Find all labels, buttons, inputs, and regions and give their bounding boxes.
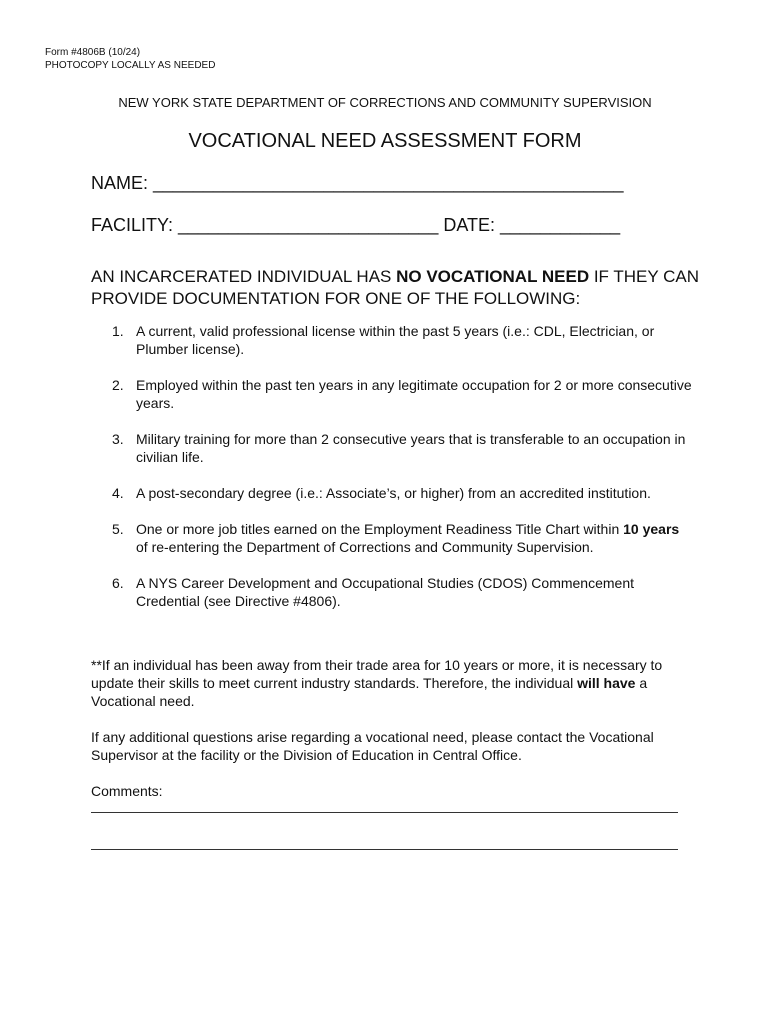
item-text-post: of re-entering the Department of Corrections and Community Supervision. bbox=[136, 539, 594, 555]
date-blank[interactable]: ____________ bbox=[500, 215, 621, 235]
name-blank[interactable]: _______________________________________________ bbox=[153, 173, 624, 193]
item-text: A current, valid professional license within the past 5 years (i.e.: CDL, Electrician, or Plumber license). bbox=[136, 323, 655, 357]
comments-line-2[interactable] bbox=[91, 849, 678, 850]
list-item bbox=[112, 520, 692, 556]
contact-paragraph: If any additional questions arise regarding a vocational need, please contact the Vocational Supervisor at the facility or the Division of Education in Central Office. bbox=[91, 729, 654, 763]
item-number: 1. bbox=[112, 323, 124, 339]
date-label: DATE: bbox=[443, 215, 496, 235]
list-item bbox=[112, 322, 692, 358]
note-part1: **If an individual has been away from their trade area for 10 years or more, it is necessary to update their skills to meet current industry standards. Therefore, the individual bbox=[91, 657, 663, 691]
facility-label: FACILITY: bbox=[91, 215, 174, 235]
criteria-list bbox=[112, 322, 692, 628]
form-number: Form #4806B (10/24) bbox=[45, 47, 141, 58]
photocopy-note: PHOTOCOPY LOCALLY AS NEEDED bbox=[45, 60, 216, 71]
note-part2: a Vocational need. bbox=[91, 675, 648, 709]
form-title: VOCATIONAL NEED ASSESSMENT FORM bbox=[188, 130, 582, 152]
note-bold: will have bbox=[577, 675, 636, 691]
list-item bbox=[112, 430, 692, 466]
list-item bbox=[112, 484, 692, 502]
intro-part1: AN INCARCERATED INDIVIDUAL HAS bbox=[91, 267, 397, 286]
comments-label: Comments: bbox=[91, 783, 163, 799]
facility-blank[interactable]: __________________________ bbox=[178, 215, 439, 235]
item-number: 6. bbox=[112, 575, 124, 591]
department-name: NEW YORK STATE DEPARTMENT OF CORRECTIONS AND COMMUNITY SUPERVISION bbox=[118, 95, 652, 110]
item-text: A post-secondary degree (i.e.: Associate’s, or higher) from an accredited institution. bbox=[136, 485, 651, 501]
item-number: 2. bbox=[112, 377, 124, 393]
intro-bold: NO VOCATIONAL NEED bbox=[396, 267, 590, 286]
list-item bbox=[112, 574, 692, 610]
item-number: 4. bbox=[112, 485, 124, 501]
name-label: NAME: bbox=[91, 173, 149, 193]
item-text: Employed within the past ten years in any legitimate occupation for 2 or more consecutive years. bbox=[136, 377, 692, 411]
item-text-pre: One or more job titles earned on the Employment Readiness Title Chart within bbox=[136, 521, 624, 537]
item-text-bold: 10 years bbox=[623, 521, 680, 537]
item-number: 3. bbox=[112, 431, 124, 447]
intro-statement bbox=[91, 266, 701, 310]
name-field-row bbox=[91, 173, 624, 194]
form-code-block bbox=[45, 46, 215, 72]
facility-date-row bbox=[91, 215, 620, 236]
intro-part2: IF THEY CAN PROVIDE DOCUMENTATION FOR ONE OF THE FOLLOWING: bbox=[91, 267, 700, 308]
list-item bbox=[112, 376, 692, 412]
item-number: 5. bbox=[112, 521, 124, 537]
note-paragraph bbox=[91, 656, 691, 710]
item-text: Military training for more than 2 consecutive years that is transferable to an occupation in civilian life. bbox=[136, 431, 686, 465]
comments-line-1[interactable] bbox=[91, 812, 678, 813]
item-text: A NYS Career Development and Occupational Studies (CDOS) Commencement Credential (see Directive #4806). bbox=[136, 575, 634, 609]
